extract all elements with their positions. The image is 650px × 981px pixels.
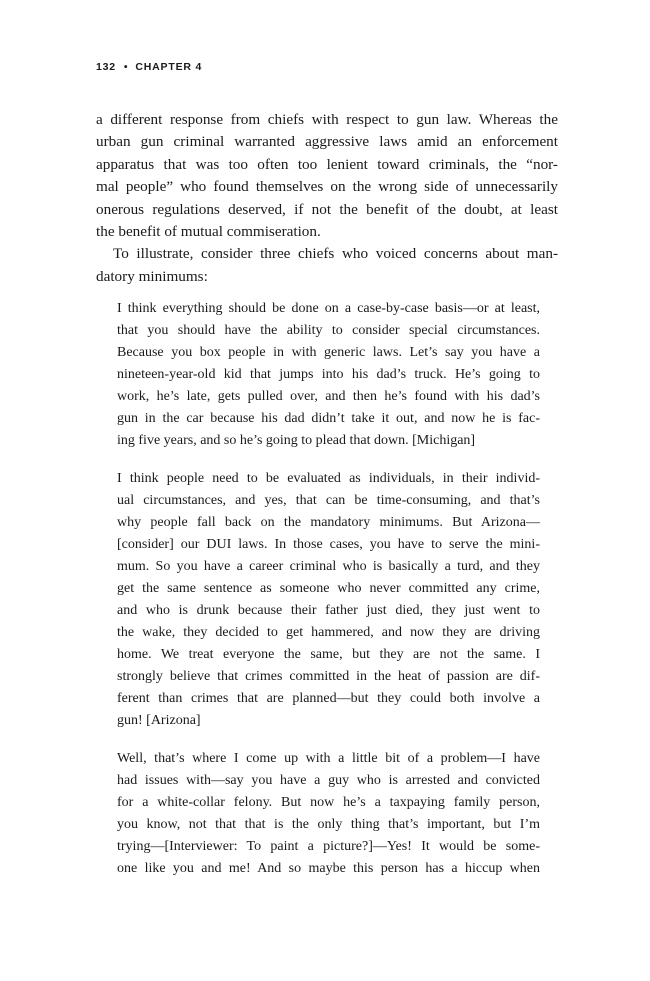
body-text [96,109,558,288]
quote-line: ing five years, and so he’s going to plead that down. [Michigan] [117,433,476,448]
text-line: onerous regulations deserved, if not the benefit of the doubt, at least [96,200,558,218]
text-line: urban gun criminal warranted aggressive laws amid an enforcement [96,133,558,151]
block-quote-third [117,748,540,880]
quote-line: one like you and me! And so maybe this person has a hiccup when [117,861,540,876]
text-line: To illustrate, consider three chiefs who voiced concerns about man- [113,245,558,263]
quote-line: home. We treat everyone the same, but they are not the same. I [117,647,540,662]
quote-line: work, he’s late, gets pulled over, and then he’s found with his dad’s [117,389,540,404]
block-quote-michigan [117,298,540,452]
quote-line: that you should have the ability to consider special circumstances. [117,323,540,338]
text-line: datory minimums: [96,267,208,285]
chapter-label: CHAPTER 4 [135,61,203,73]
page-number: 132 [96,61,116,73]
text-line: apparatus that was too often too lenient toward criminals, the “nor- [96,155,558,173]
quote-line: get the same sentence as someone who never committed any crime, [117,581,540,596]
block-quote-arizona [117,468,540,732]
quote-line: ual circumstances, and yes, that can be time-consuming, and that’s [117,493,540,508]
quote-line: why people fall back on the mandatory minimums. But Arizona— [117,515,540,530]
text-line: mal people” who found themselves on the wrong side of unnecessarily [96,178,558,196]
quote-line: Well, that’s where I come up with a little bit of a problem—I have [117,751,540,766]
quote-line: and who is drunk because their father just died, they just went to [117,603,540,618]
running-head [96,61,202,73]
quote-line: I think people need to be evaluated as individuals, in their individ- [117,471,540,486]
quote-line: you know, not that that is the only thing that’s important, but I’m [117,817,540,832]
quote-line: the wake, they decided to get hammered, and now they are driving [117,625,540,640]
text-line: a different response from chiefs with respect to gun law. Whereas the [96,111,558,128]
quote-line: gun in the car because his dad didn’t take it out, and now he is fac- [117,411,540,426]
quote-line: gun! [Arizona] [117,713,201,728]
quote-line: nineteen-year-old kid that jumps into his dad’s truck. He’s going to [117,367,540,382]
quote-line: had issues with—say you have a guy who is arrested and convicted [117,773,540,788]
quote-line: [consider] our DUI laws. In those cases, you have to serve the mini- [117,537,540,552]
quote-line: strongly believe that crimes committed in the heat of passion are dif- [117,669,540,684]
quote-line: for a white-collar felony. But now he’s a taxpaying family person, [117,795,540,810]
bullet-separator: • [123,61,129,73]
quote-line: ferent than crimes that are planned—but they could both involve a [117,691,540,706]
quote-line: Because you box people in with generic laws. Let’s say you have a [117,345,540,360]
quote-line: I think everything should be done on a case-by-case basis—or at least, [117,301,540,316]
quote-line: trying—[Interviewer: To paint a picture?]—Yes! It would be some- [117,839,540,854]
text-line: the benefit of mutual commiseration. [96,223,321,241]
quote-line: mum. So you have a career criminal who is basically a turd, and they [117,559,540,574]
